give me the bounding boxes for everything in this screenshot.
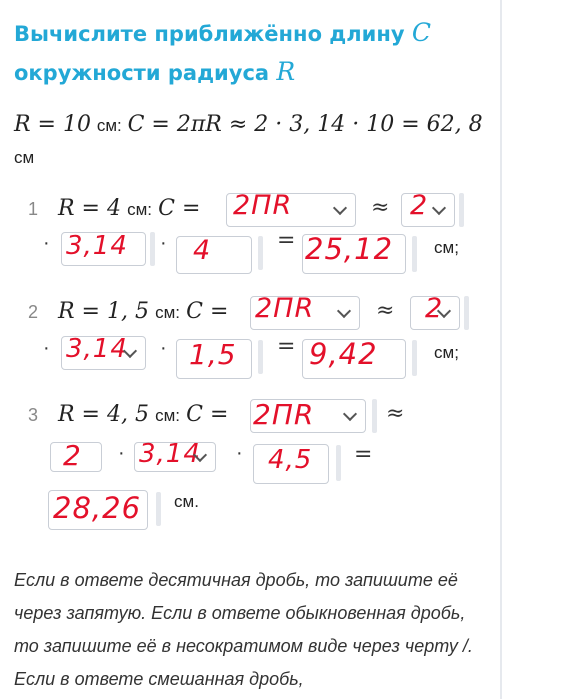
problem-1-end-unit: см; bbox=[434, 238, 459, 257]
problem-3-result-input[interactable] bbox=[48, 490, 148, 530]
problem-2-coef-answer: 2 bbox=[425, 293, 444, 324]
problem-3-r-answer: 4,5 bbox=[268, 445, 313, 475]
example-unit-end: см bbox=[14, 148, 35, 167]
problem-2-r-answer: 1,5 bbox=[189, 338, 237, 371]
problem-3-divider bbox=[372, 399, 377, 433]
problem-1-pi-input[interactable] bbox=[61, 232, 146, 266]
problem-3-equals: = bbox=[354, 442, 373, 467]
problem-1-formula-answer: 2ПR bbox=[233, 190, 293, 221]
problem-1-number: 1 bbox=[28, 199, 39, 219]
problem-1-divider-3 bbox=[258, 236, 263, 270]
task-title bbox=[14, 14, 484, 92]
problem-2-formula-select[interactable] bbox=[250, 293, 360, 330]
problem-3-unit: см: bbox=[155, 406, 181, 425]
problem-3-divider-2 bbox=[336, 445, 341, 481]
problem-1-lhs: C = bbox=[158, 196, 201, 221]
problem-2-formula-answer: 2ПR bbox=[255, 293, 315, 324]
problem-1-r-input[interactable] bbox=[176, 236, 252, 274]
problem-2-pi-answer: 3,14 bbox=[66, 334, 128, 364]
problem-2-dot-2: · bbox=[160, 337, 167, 359]
problem-3-pi-select[interactable] bbox=[134, 439, 216, 472]
problem-1-dot-2: · bbox=[160, 232, 167, 254]
problem-3-result-answer: 28,26 bbox=[53, 491, 142, 525]
problem-1-approx: ≈ bbox=[371, 195, 390, 220]
example-formula: C = 2πR ≈ 2 · 3, 14 · 10 = 62, 8 bbox=[127, 112, 483, 137]
problem-3-lhs: C = bbox=[186, 402, 229, 427]
title-text: Вычислите приближённо длину bbox=[14, 22, 405, 46]
problem-1-dot-1: · bbox=[43, 232, 50, 254]
problem-2-coef-select[interactable] bbox=[410, 293, 460, 330]
problem-1-divider-2 bbox=[150, 232, 155, 266]
problem-2-end-unit: см; bbox=[434, 343, 459, 362]
example-given: R = 10 bbox=[14, 112, 91, 137]
problem-2-divider-3 bbox=[412, 340, 417, 376]
problem-2-r-input[interactable] bbox=[176, 339, 252, 379]
problem-3-dot-1: · bbox=[118, 442, 125, 464]
title-var-r: R bbox=[276, 57, 296, 86]
problem-1-r-answer: 4 bbox=[193, 235, 212, 266]
problem-2-pi-select[interactable] bbox=[61, 336, 146, 370]
problem-1-result-input[interactable] bbox=[302, 234, 406, 274]
problem-3-divider-3 bbox=[156, 492, 161, 526]
problem-2-given: R = 1, 5 bbox=[58, 299, 149, 324]
problem-3-coef-input[interactable] bbox=[50, 439, 102, 472]
problem-3-end-unit: см. bbox=[174, 492, 199, 511]
problem-1-divider bbox=[459, 193, 464, 227]
problem-1-coef-select[interactable] bbox=[401, 190, 455, 227]
problem-1-divider-4 bbox=[412, 236, 417, 272]
problem-1-equals: = bbox=[277, 228, 296, 253]
problem-2-result-answer: 9,42 bbox=[309, 337, 378, 371]
problem-2-equals: = bbox=[277, 334, 296, 359]
problem-2-number: 2 bbox=[28, 302, 39, 322]
problem-1-coef-answer: 2 bbox=[410, 190, 429, 221]
problem-3-coef-answer: 2 bbox=[63, 439, 82, 472]
problem-1-given: R = 4 bbox=[58, 196, 121, 221]
problem-2-divider bbox=[464, 296, 469, 330]
problem-1-statement bbox=[58, 195, 200, 221]
problem-2-unit: см: bbox=[155, 303, 181, 322]
example-line bbox=[14, 112, 483, 137]
problem-3-approx: ≈ bbox=[386, 401, 405, 426]
problem-2-statement bbox=[58, 298, 228, 324]
problem-3-formula-answer: 2ПR bbox=[253, 398, 315, 431]
problem-2-dot-1: · bbox=[43, 337, 50, 359]
problem-1-result-answer: 25,12 bbox=[305, 232, 394, 266]
problem-3-dot-2: · bbox=[236, 442, 243, 464]
example-unit: см: bbox=[96, 116, 122, 135]
problem-3-formula-select[interactable] bbox=[250, 399, 366, 433]
problem-3-statement bbox=[58, 401, 228, 427]
problem-1-unit: см: bbox=[127, 200, 153, 219]
problem-3-r-input[interactable] bbox=[253, 444, 329, 484]
problem-2-approx: ≈ bbox=[376, 298, 395, 323]
problem-3-pi-answer: 3,14 bbox=[139, 439, 201, 469]
problem-3-given: R = 4, 5 bbox=[58, 402, 149, 427]
problem-1-pi-answer: 3,14 bbox=[66, 231, 128, 261]
answer-format-instructions: Если в ответе десятичная дробь, то запишите её через запятую. Если в ответе обыкновенная дробь, то запишите её в несократимом виде через черту /. Если в ответе смешанная дробь, bbox=[14, 570, 473, 689]
problem-3-number: 3 bbox=[28, 405, 39, 425]
problem-2-result-input[interactable] bbox=[302, 339, 406, 379]
title-var-c: C bbox=[411, 18, 432, 47]
problem-1-formula-select[interactable] bbox=[226, 190, 356, 227]
title-text-line2: окружности радиуса bbox=[14, 61, 270, 85]
problem-2-divider-2 bbox=[258, 340, 263, 374]
problem-2-lhs: C = bbox=[186, 299, 229, 324]
